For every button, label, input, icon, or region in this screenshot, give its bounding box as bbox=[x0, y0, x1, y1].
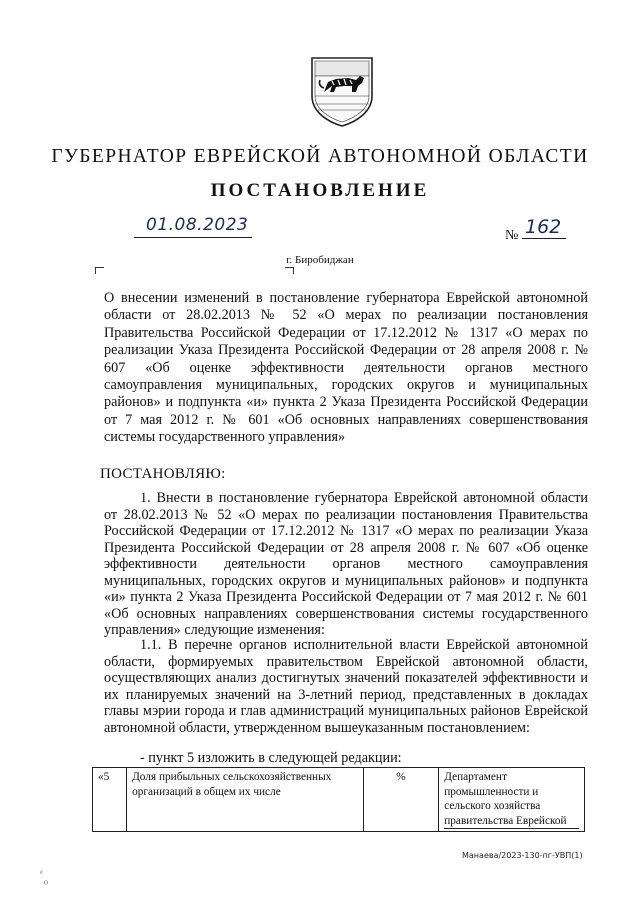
coat-of-arms-emblem bbox=[306, 52, 378, 128]
authority-line: правительства Еврейской bbox=[444, 814, 579, 830]
margin-mark: ⁰ bbox=[44, 880, 49, 891]
date-underline bbox=[134, 237, 252, 238]
number-underline bbox=[522, 238, 566, 239]
governor-title: ГУБЕРНАТОР ЕВРЕЙСКОЙ АВТОНОМНОЙ ОБЛАСТИ bbox=[51, 146, 589, 167]
paragraph-1: 1. Внести в постановление губернатора Еврейской автономной области от 28.02.2013 № 52 «О мерах по реализации постановления Правительства Российской Федерации от 17.12.2012 № 1317 «О мерах по реализации Указа Президента Российской Федерации от 28 апреля 2008 г. № 607 «Об оценке эффективности деятельности органов местного самоуправления муниципальных, городских округов и муниципальных районов» и подпункта «и» пункта 2 Указа Президента Российской Федерации от 7 мая 2012 г. № 601 «Об основных направлениях совершенствования системы государственного управления» следующие изменения: bbox=[104, 490, 588, 638]
subject-corner-right bbox=[285, 267, 294, 274]
table-row bbox=[93, 768, 585, 832]
city-label: г. Биробиджан bbox=[286, 254, 354, 266]
paragraph-1-1: 1.1. В перечне органов исполнительной власти Еврейской автономной области, формируемых правительством Еврейской автономной области, осуществляющих анализ достигнутых значений показателей эффективности и их планируемых значений на 3-летний период, представленных в докладах главы мэрии города и глав администраций муниципальных районов Еврейской автономной области, утвержденном вышеуказанным постановлением: bbox=[104, 637, 588, 736]
unit-cell: % bbox=[363, 768, 438, 832]
authority-cell bbox=[439, 768, 585, 832]
margin-mark: ᵃ bbox=[40, 868, 43, 879]
document-number: 162 bbox=[525, 216, 562, 238]
document-subject: О внесении изменений в постановление губернатора Еврейской автономной области от 28.02.2013 № 52 «О мерах по реализации постановления Правительства Российской Федерации от 17.12.2012 № 1317 «О мерах по реализации Указа Президента Российской Федерации от 28 апреля 2008 г. № 607 «Об оценке эффективности деятельности органов местного самоуправления муниципальных, городских округов и муниципальных районов» и подпункта «и» пункта 2 Указа Президента Российской Федерации от 7 мая 2012 г. № 601 «Об основных направлениях совершенствования системы государственного управления» bbox=[104, 290, 588, 446]
row-number-cell: «5 bbox=[93, 768, 127, 832]
subject-corner-left bbox=[95, 267, 104, 274]
document-date: 01.08.2023 bbox=[146, 215, 249, 235]
footer-registration-code: Манаева/2023-130-пг-УВП(1) bbox=[462, 851, 583, 860]
indicator-table bbox=[92, 767, 585, 832]
document-type: ПОСТАНОВЛЕНИЕ bbox=[210, 180, 430, 201]
decree-word: ПОСТАНОВЛЯЮ: bbox=[100, 466, 226, 482]
item-5-instruction: - пункт 5 изложить в следующей редакции: bbox=[140, 750, 402, 766]
authority-line: промышленности и bbox=[444, 785, 539, 798]
number-label: № bbox=[505, 228, 519, 243]
authority-line: сельского хозяйства bbox=[444, 800, 541, 812]
authority-line: Департамент bbox=[444, 771, 507, 783]
indicator-cell: Доля прибыльных сельскохозяйственных организаций в общем их числе bbox=[127, 768, 364, 832]
